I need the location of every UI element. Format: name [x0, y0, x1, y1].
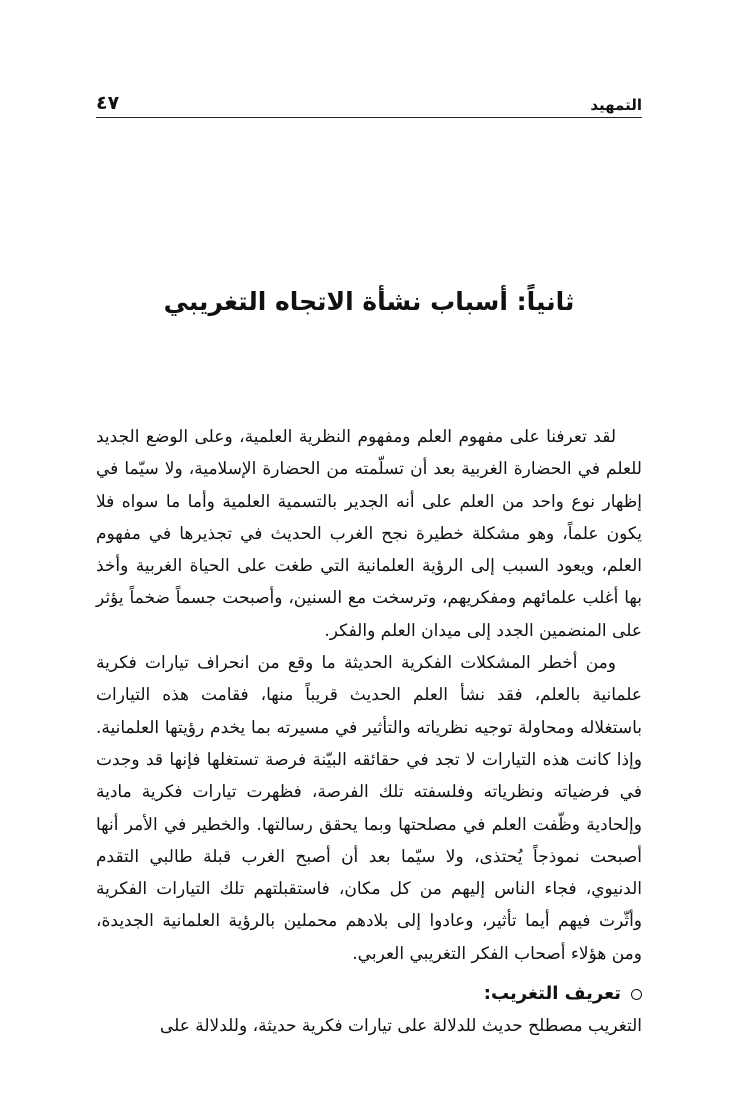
page-number: ٤٧ [96, 92, 120, 114]
running-title: التمهيد [590, 96, 642, 114]
subsection-heading [96, 978, 642, 1010]
body-text [96, 421, 642, 1042]
subsection-heading-text: تعريف التغريب: [483, 983, 621, 1005]
paragraph-2: ومن أخطر المشكلات الفكرية الحديثة ما وقع من انحراف تيارات فكرية علمانية بالعلم، فقد نشأ العلم الحديث قريباً منها، فقامت هذه التيارات باستغلاله ومحاولة توجيه نظرياته والتأثير في مسيرته بما يخدم رؤيتها العلمانية. وإذا كانت هذه التيارات لا تجد في حقائقه البيّنة فرصة تستغلها فإنها قد وجدت في فرضياته ونظرياته وفلسفته تلك الفرصة، فظهرت تيارات فكرية مادية وإلحادية وظّفت العلم في مصلحتها وبما يحقق رسالتها. والخطير في الأمر أنها أصبحت نموذجاً يُحتذى، ولا سيّما بعد أن أصبح الغرب قبلة طالبي التقدم الدنيوي، فجاء الناس إليهم من كل مكان، فاستقبلتهم تلك التيارات الفكرية وأثّرت فيهم أيما تأثير، وعادوا إلى بلادهم محملين بالرؤية العلمانية الجديدة، ومن هؤلاء أصحاب الفكر التغريبي العربي. [96, 653, 642, 964]
paragraph-1: لقد تعرفنا على مفهوم العلم ومفهوم النظرية العلمية، وعلى الوضع الجديد للعلم في الحضارة الغربية بعد أن تسلّمته من الحضارة الإسلامية، ولا سيّما في إظهار نوع واحد من العلم على أنه الجدير بالتسمية العلمية وأما ما سواه فلا يكون علماً، وهو مشكلة خطيرة نجح الغرب الحديث في تجذيرها في مفهوم العلم، ويعود السبب إلى الرؤية العلمانية التي طغت على الحياة الغربية وأخذ بها أغلب علمائهم ومفكريهم، وترسخت مع السنين، وأصبحت جسماً ضخماً يؤثر على المنضمين الجدد إلى ميدان العلم والفكر. [96, 427, 642, 641]
circle-bullet-icon [631, 989, 642, 1000]
subsection-paragraph: التغريب مصطلح حديث للدلالة على تيارات فكرية حديثة، وللدلالة على [159, 1016, 642, 1037]
section-title: ثانياً: أسباب نشأة الاتجاه التغريبي [163, 287, 575, 316]
running-header [96, 88, 642, 114]
header-divider [96, 117, 642, 118]
